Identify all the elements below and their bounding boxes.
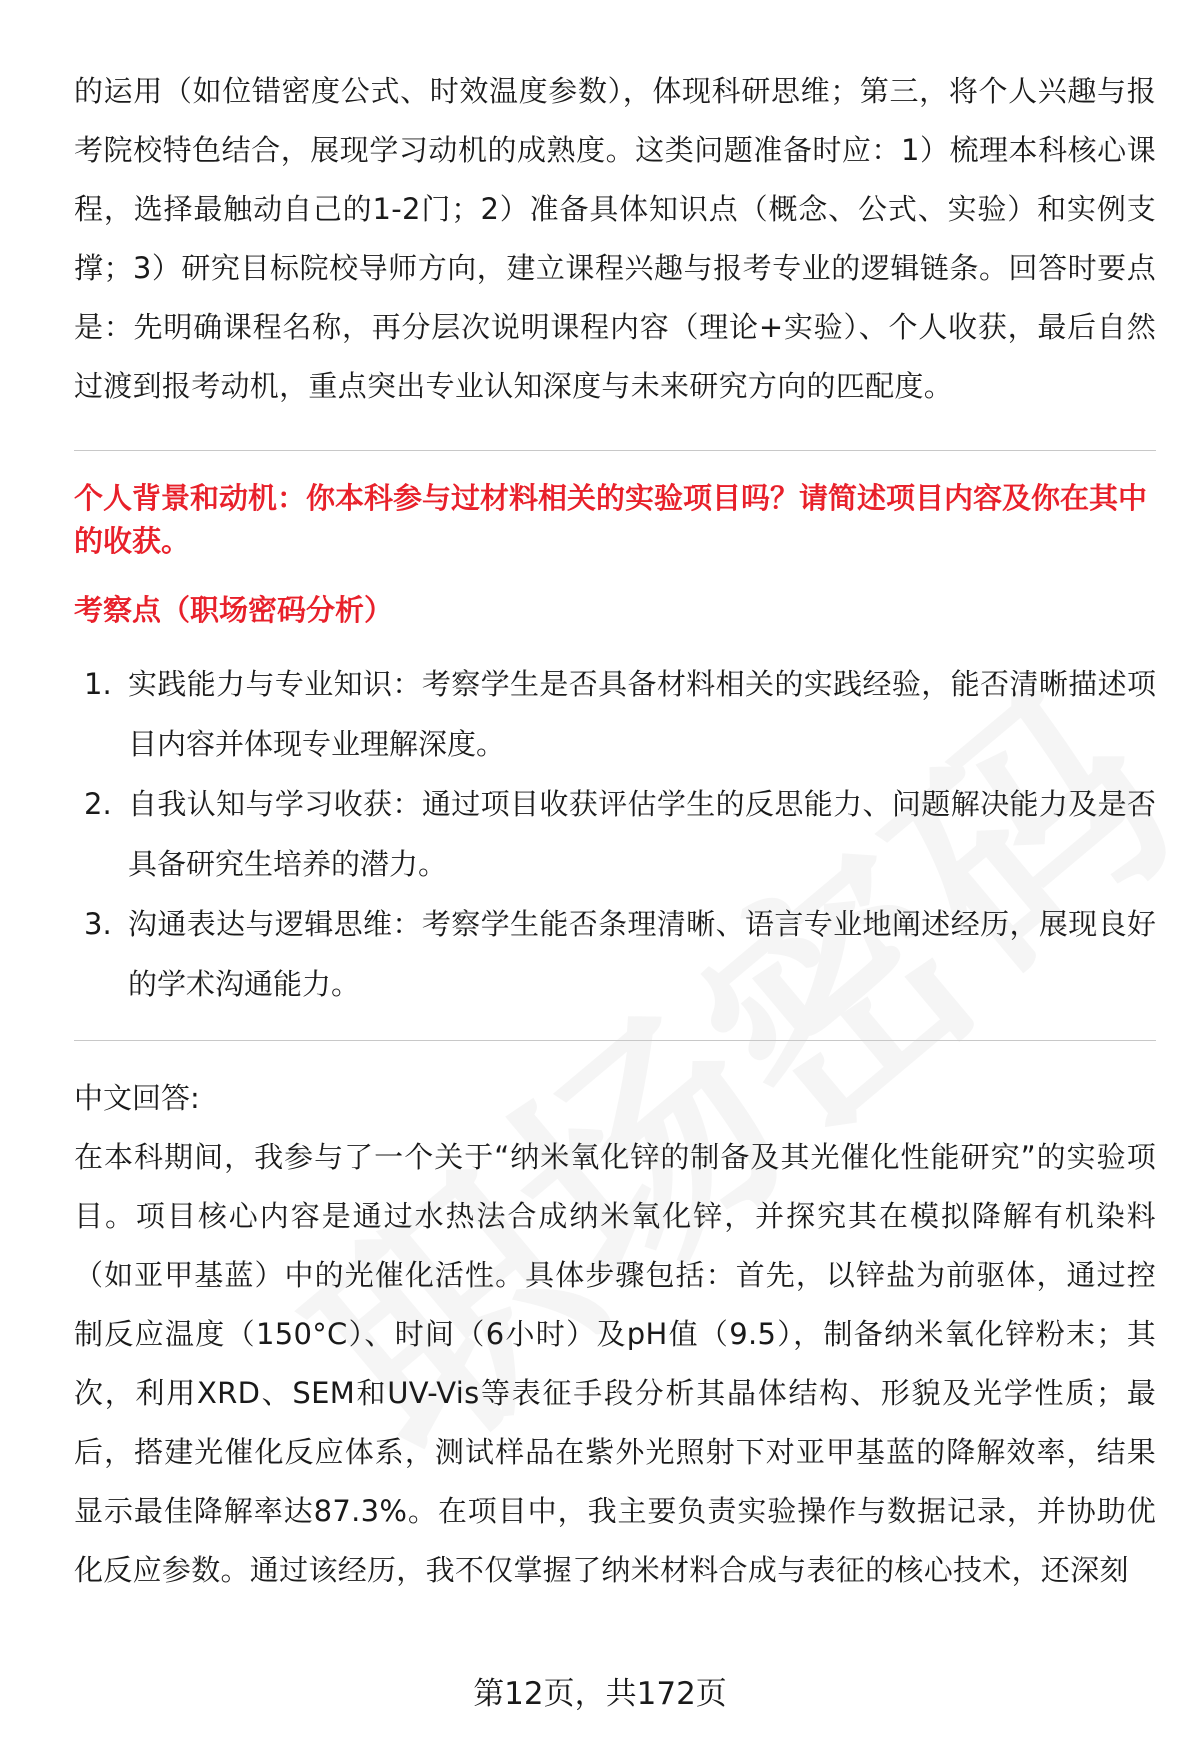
- list-item-number: 1.: [84, 667, 112, 701]
- question-heading: 个人背景和动机：你本科参与过材料相关的实验项目吗？请简述项目内容及你在其中的收获。: [74, 481, 1148, 558]
- assessment-points-title: 考察点（职场密码分析）: [74, 593, 394, 627]
- answer-label: 中文回答:: [74, 1081, 200, 1115]
- document-page: [74, 62, 1156, 1600]
- list-item-text: 实践能力与专业知识：考察学生是否具备材料相关的实践经验，能否清晰描述项目内容并体现专业理解深度。: [128, 667, 1156, 761]
- list-item: [74, 894, 1156, 1014]
- intro-paragraph: 的运用（如位错密度公式、时效温度参数），体现科研思维；第三，将个人兴趣与报考院校特色结合，展现学习动机的成熟度。这类问题准备时应：1）梳理本科核心课程，选择最触动自己的1-2门；2）准备具体知识点（概念、公式、实验）和实例支撑；3）研究目标院校导师方向，建立课程兴趣与报考专业的逻辑链条。回答时要点是：先明确课程名称，再分层次说明课程内容（理论+实验）、个人收获，最后自然过渡到报考动机，重点突出专业认知深度与未来研究方向的匹配度。: [74, 74, 1156, 403]
- list-item-text: 沟通表达与逻辑思维：考察学生能否条理清晰、语言专业地阐述经历，展现良好的学术沟通能力。: [128, 907, 1156, 1001]
- section-divider: [74, 1040, 1156, 1041]
- list-item: [74, 774, 1156, 894]
- section-divider: [74, 450, 1156, 451]
- list-item-number: 3.: [84, 907, 112, 941]
- assessment-points-list: [74, 654, 1156, 1014]
- list-item-number: 2.: [84, 787, 112, 821]
- list-item-text: 自我认知与学习收获：通过项目收获评估学生的反思能力、问题解决能力及是否具备研究生培养的潜力。: [128, 787, 1156, 881]
- page-number-footer: 第12页，共172页: [473, 1676, 727, 1712]
- list-item: [74, 654, 1156, 774]
- answer-paragraph: 在本科期间，我参与了一个关于“纳米氧化锌的制备及其光催化性能研究”的实验项目。项目核心内容是通过水热法合成纳米氧化锌，并探究其在模拟降解有机染料（如亚甲基蓝）中的光催化活性。具体步骤包括：首先，以锌盐为前驱体，通过控制反应温度（150°C）、时间（6小时）及pH值（9.5），制备纳米氧化锌粉末；其次，利用XRD、SEM和UV-Vis等表征手段分析其晶体结构、形貌及光学性质；最后，搭建光催化反应体系，测试样品在紫外光照射下对亚甲基蓝的降解效率，结果显示最佳降解率达87.3%。在项目中，我主要负责实验操作与数据记录，并协助优化反应参数。通过该经历，我不仅掌握了纳米材料合成与表征的核心技术，还深刻: [74, 1140, 1156, 1587]
